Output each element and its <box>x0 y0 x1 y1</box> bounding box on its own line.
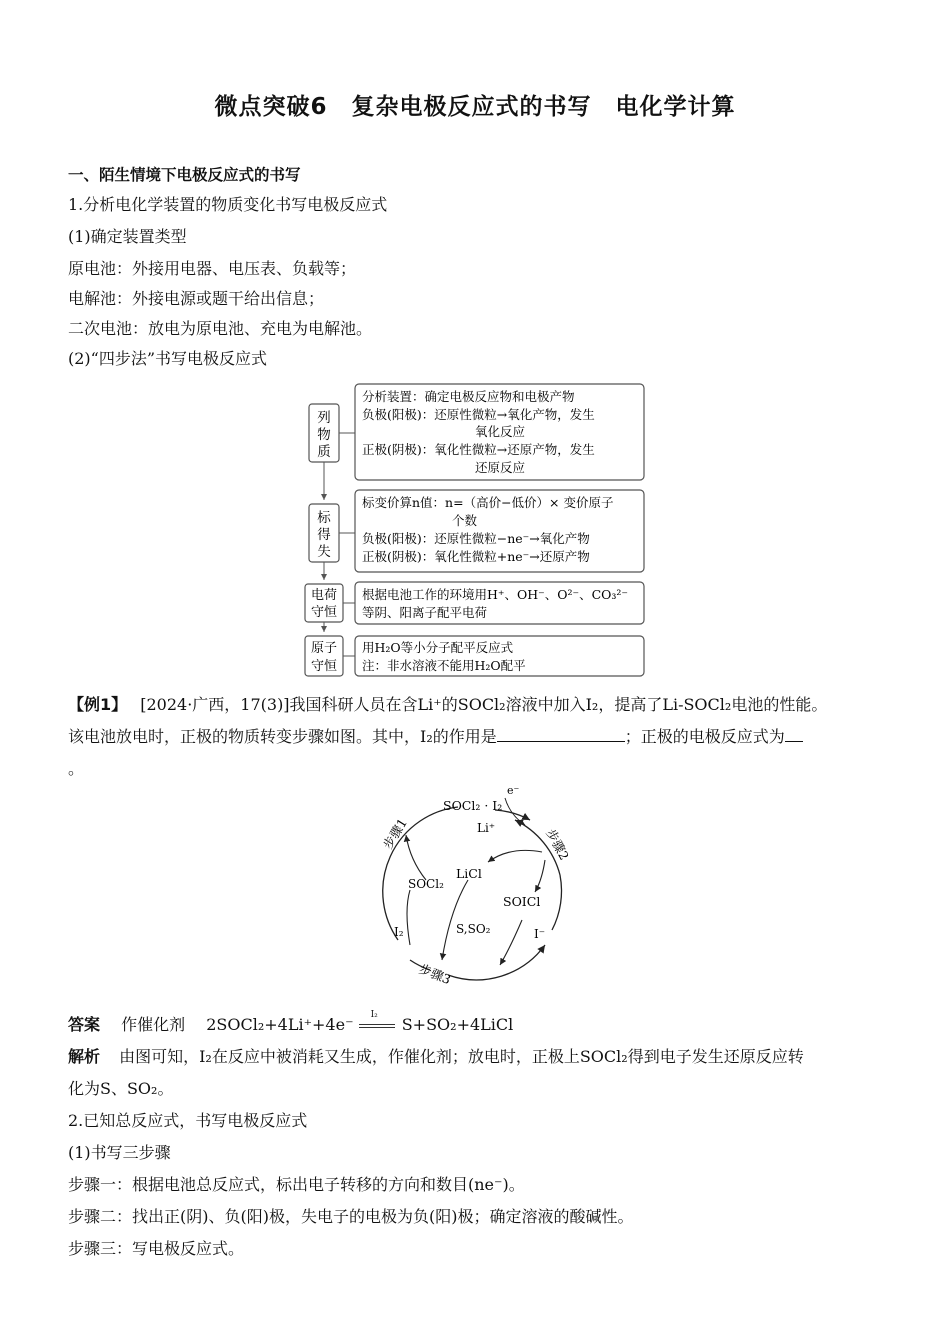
example-line-2 <box>68 726 803 748</box>
step2-label: 标 <box>317 510 331 526</box>
step2-text: 正极(阴极)：氧化性微粒+ne⁻→还原产物 <box>362 549 590 564</box>
step2-text: 负极(阳极)：还原性微粒−ne⁻→氧化产物 <box>362 531 590 546</box>
step1-label: 列 <box>317 410 331 426</box>
step3-label: 电荷 <box>310 588 338 603</box>
example-line-1 <box>68 694 827 716</box>
equation-catalyst: I₂ <box>370 1009 378 1020</box>
section-heading: 一、陌生情境下电极反应式的书写 <box>68 166 301 184</box>
paragraph: (1)书写三步骤 <box>68 1143 171 1162</box>
step2-text: 标变价算n值：n=（高价−低价）× 变价原子 <box>362 495 614 510</box>
cycle-label-li: Li⁺ <box>477 821 496 835</box>
step-2-label: 步骤2 <box>543 826 573 863</box>
cycle-label-licl: LiCl <box>456 866 482 881</box>
cycle-label-soicl: SOICl <box>503 894 541 909</box>
example-question: 该电池放电时，正极的物质转变步骤如图。其中，I₂的作用是 <box>68 727 497 746</box>
step2-label: 得 <box>317 527 331 543</box>
step2-text: 个数 <box>452 513 478 528</box>
paragraph: (1)确定装置类型 <box>68 227 187 246</box>
step-3-label: 步骤3 <box>416 960 454 988</box>
step3-label: 守恒 <box>310 605 338 620</box>
paragraph: 原电池：外接用电器、电压表、负载等； <box>68 259 357 278</box>
answer-role: 作催化剂 <box>121 1015 186 1034</box>
cycle-label-socl2: SOCl₂ <box>408 877 444 891</box>
paragraph: 二次电池：放电为原电池、充电为电解池。 <box>68 319 373 338</box>
four-step-diagram <box>300 380 650 682</box>
step1-text: 负极(阳极)：还原性微粒→氧化产物，发生 <box>362 407 595 422</box>
step4-label: 守恒 <box>310 659 338 674</box>
example-tag: 【例1】 <box>68 695 128 714</box>
answer-label: 答案 <box>68 1015 101 1034</box>
step4-text: 用H₂O等小分子配平反应式 <box>362 640 514 655</box>
cycle-diagram <box>370 780 590 1000</box>
subheading-1: 1.分析电化学装置的物质变化书写电极反应式 <box>68 195 388 214</box>
answer-equation-right: S+SO₂+4LiCl <box>401 1015 514 1034</box>
analysis-line-1 <box>68 1046 804 1068</box>
cycle-arc <box>448 945 545 980</box>
answer-blank-1[interactable] <box>497 727 625 742</box>
subheading-2: 2.已知总反应式，书写电极反应式 <box>68 1111 308 1130</box>
analysis-label: 解析 <box>68 1047 101 1066</box>
page-title: 微点突破6 复杂电极反应式的书写 电化学计算 <box>214 94 736 120</box>
step4-text: 注：非水溶液不能用H₂O配平 <box>362 658 526 673</box>
analysis-line-2: 化为S、SO₂。 <box>68 1079 174 1098</box>
cycle-label-top: SOCl₂ · I₂ <box>443 798 503 813</box>
example-line-3: 。 <box>68 759 85 778</box>
step3-text: 根据电池工作的环境用H⁺、OH⁻、O²⁻、CO₃²⁻ <box>362 587 629 602</box>
answer-line <box>68 1009 514 1036</box>
analysis-text: 由图可知，I₂在反应中被消耗又生成，作催化剂；放电时，正极上SOCl₂得到电子发生还原反应转 <box>119 1047 804 1066</box>
cycle-label-electron: e⁻ <box>507 784 520 797</box>
answer-blank-2[interactable] <box>785 727 803 742</box>
cycle-label-sso2: S,SO₂ <box>456 922 491 936</box>
cycle-label-iminus: I⁻ <box>534 927 546 941</box>
step4-label: 原子 <box>310 641 338 656</box>
equation-condition <box>359 1009 397 1034</box>
step1-text: 正极(阴极)：氧化性微粒→还原产物，发生 <box>362 442 595 457</box>
cycle-label-i2: I₂ <box>394 925 404 939</box>
step3-text: 等阴、阳离子配平电荷 <box>362 605 488 620</box>
step1-label: 质 <box>317 444 331 460</box>
paragraph: 步骤一：根据电池总反应式，标出电子转移的方向和数目(ne⁻)。 <box>68 1175 525 1194</box>
step1-text: 分析装置：确定电极反应物和电极产物 <box>362 389 575 404</box>
step1-text: 还原反应 <box>475 460 526 475</box>
step1-text: 氧化反应 <box>475 424 526 439</box>
answer-equation-left: 2SOCl₂+4Li⁺+4e⁻ <box>206 1015 354 1034</box>
paragraph: 步骤三：写电极反应式。 <box>68 1239 245 1258</box>
example-question: [2024·广西，17(3)]我国科研人员在含Li⁺的SOCl₂溶液中加入I₂，提高了Li-SOCl₂电池的性能。 <box>140 695 828 714</box>
step1-label: 物 <box>317 427 331 443</box>
step-1-label: 步骤1 <box>379 815 411 852</box>
paragraph: 电解池：外接电源或题干给出信息； <box>68 289 325 308</box>
step2-label: 失 <box>317 544 331 560</box>
paragraph: 步骤二：找出正(阴)、负(阳)极，失电子的电极为负(阳)极；确定溶液的酸碱性。 <box>68 1207 634 1226</box>
example-question: ；正极的电极反应式为 <box>624 727 785 746</box>
paragraph: (2)“四步法”书写电极反应式 <box>68 349 268 368</box>
